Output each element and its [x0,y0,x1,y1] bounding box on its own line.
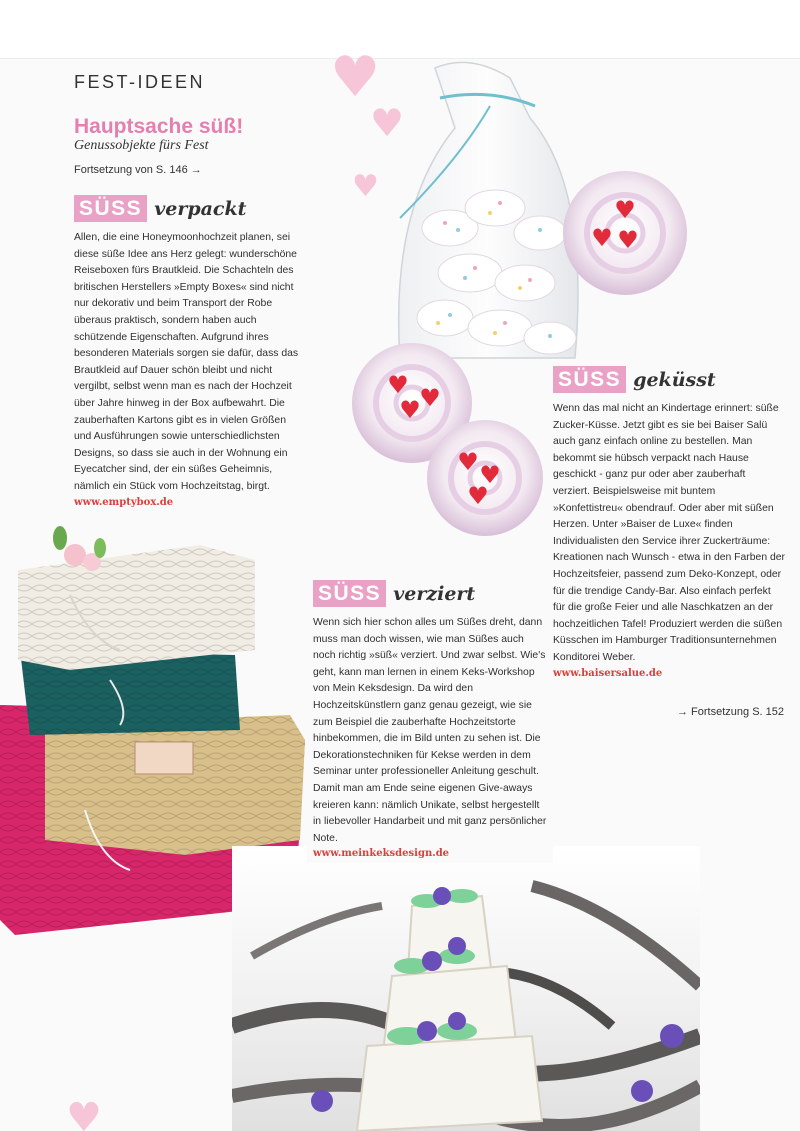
svg-text:♥: ♥ [591,224,613,252]
svg-text:♥: ♥ [479,461,501,489]
page-top-band [0,0,800,59]
article-heading [74,195,306,222]
svg-text:♥: ♥ [467,482,489,510]
article-title: verziert [393,582,476,605]
article-verziert [307,580,553,863]
svg-text:♥: ♥ [399,396,421,424]
article-tag: SÜSS [74,195,147,222]
svg-text:♥: ♥ [614,196,636,224]
article-body: Wenn sich hier schon alles um Süßes dreht, dann muss man doch wissen, wie man Süßes auch noch richtig »süß« verziert. Und zwar selbst. Wie's geht, kann man lernen in einem Keks-Workshop von Mein Keksdesign. Da wird den Hochzeitskünstlern ganz genau gezeigt, wie sie zum Beispiel die zauberhafte Hochzeitstorte hinbekommen, die im Bild unten zu sehen ist. Die Dekorationstechniken für Kekse werden in dem Seminar unter professioneller Anleitung geschult. Damit man am Ende seine eigenen Give-aways kreieren kann: nämlich Unikate, selbst hergestellt in liebevoller Handarbeit und mit ganz persönlicher Note. [313,617,547,844]
heart-icon: ♥ [330,45,381,110]
continued-from-note: Fortsetzung von S. 146 → [74,164,202,176]
svg-text:♥: ♥ [457,448,479,476]
article-title: geküsst [633,368,716,391]
article-link[interactable]: www.emptybox.de [74,496,174,508]
heart-icon: ♥ [370,101,405,145]
article-body: Wenn das mal nicht an Kindertage erinnert: süße Zucker-Küsse. Jetzt gibt es sie bei Baiser Salü auch ganz einfach online zu bestellen. Man bekommt sie hübsch verpackt nach Hause geschickt - ganz pur oder aber zauberhaft verziert. Beispielsweise mit buntem »Konfettistreu« obendrauf. Oder aber mit süßen Herzen. Unter »Baiser de Luxe« finden Individualisten den Service ihrer Zuckerträume: Kreationen nach Wunsch - etwa in den Farben der Hochzeitsfeier, passend zum Deko-Konzept, oder für die trendige Candy-Bar. Also einfach perfekt für die große Feier und alle Naschkatzen an der hochzeitlichen Tafel! Produziert werden die süßen Küsschen im Hamburger Traditionsunternehmen Konditorei Weber. [553,403,786,663]
page-subline: Genussobjekte fürs Fest [74,138,209,153]
article-body: Allen, die eine Honeymoonhochzeit planen, sei diese süße Idee ans Herz gelegt: wunderschöne Reiseboxen fürs Brautkleid. Die Schachteln des britischen Herstellers »Empty Boxes« sind nicht nur dekorativ und beim Transport der Robe überaus praktisch, sondern haben auch schützende Eigenschaften. Aufgrund ihres besonderen Materials sorgen sie dafür, dass das Brautkleid auf Dauer schön bleibt und nicht vergilbt, selbst wenn man es nach der Hochzeit über Jahre hinweg in der Box aufbewahrt. Die zauberhaften Kartons gibt es in vielen Größen und Ausführungen sowie unterschiedlichsten Designs, so dass sie auch in der Wohnung ein Eyecatcher sind, der ein süßes Geheimnis, nämlich ein Stück vom Hochzeitstag, birgt. [74,232,299,492]
cookie-cake-photo [232,846,700,1131]
article-verpackt [74,195,306,508]
article-title: verpackt [154,197,247,220]
section-label: FEST-IDEEN [74,72,206,92]
svg-text:♥: ♥ [387,371,409,399]
article-heading [553,366,785,393]
page-headline: Hauptsache süß! [74,115,244,138]
article-link[interactable]: www.meinkeksdesign.de [313,848,450,860]
heart-icon: ♥ [66,1095,102,1131]
heart-icon: ♥ [352,169,379,204]
article-link[interactable]: www.baisersalue.de [553,667,663,679]
article-gekuesst [553,366,785,679]
article-tag: SÜSS [553,366,626,393]
article-heading [313,580,549,607]
continued-to-note: → Fortsetzung S. 152 [677,706,784,718]
svg-text:♥: ♥ [617,226,639,254]
svg-text:♥: ♥ [419,384,441,412]
article-tag: SÜSS [313,580,386,607]
